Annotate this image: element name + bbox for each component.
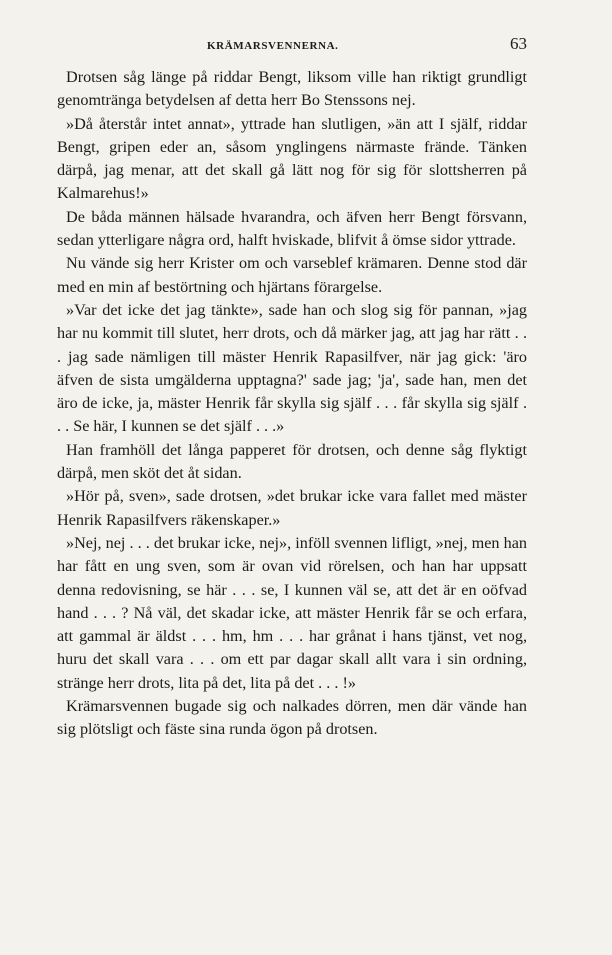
paragraph: De båda männen hälsade hvarandra, och äfven herr Bengt försvann, sedan ytterligare några ord, halft hviskade, blifvit å ömse sidor yttrade. [57,207,527,250]
paragraph: »Då återstår intet annat», yttrade han slutligen, »än att I själf, riddar Bengt, gripen eder an, såsom ynglingens närmaste frände. Tänken därpå, jag menar, att det skall gå lätt nog för sig för slottsherren på Kalmarehus!» [57,114,527,203]
running-title: KRÄMARSVENNERNA. [207,40,339,52]
paragraph: Drotsen såg länge på riddar Bengt, liksom ville han riktigt grundligt genomtränga betydelsen af detta herr Bo Stenssons nej. [57,68,527,110]
paragraph: »Var det icke det jag tänkte», sade han och slog sig för pannan, »jag har nu kommit till slutet, herr drots, och då märker jag, att jag har rätt . . . jag sade nämligen till mäster Henrik Rapasilfver, när jag gick: 'äro äfven de sista umgälderna upptagna?' sade jag; 'ja', sade han, men det äro de icke, ja, mäster Henrik får skylla sig själf . . . får skylla sig själf . . . Se här, I kunnen se det själf . . .» [57,300,527,436]
running-head [57,34,527,58]
paragraph: »Hör på, sven», sade drotsen, »det brukar icke vara fallet med mäster Henrik Rapasilfvers räkenskaper.» [57,487,527,529]
paragraph: »Nej, nej . . . det brukar icke, nej», inföll svennen lifligt, »nej, men han har fått en ung sven, som är ovan vid rörelsen, och han har uppsatt denna redovisning, se här . . . se, I kunnen väl se, att det är en oöfvad hand . . . ? Nå väl, det skadar icke, att mäster Henrik får se och erfara, att gammal är äldst . . . hm, hm . . . har grånat i hans tjänst, vet nog, huru det skall vara . . . om ett par dagar skall allt vara i sin ordning, stränge herr drots, lita på det, lita på det . . . !» [57,533,527,692]
page-number: 63 [510,34,527,53]
body-text [57,66,527,742]
paragraph: Nu vände sig herr Krister om och varseblef krämaren. Denne stod där med en min af bestörtning och hjärtans förargelse. [57,254,527,296]
paragraph: Han framhöll det långa papperet för drotsen, och denne såg flyktigt därpå, men sköt det åt sidan. [57,440,527,483]
paragraph: Krämarsvennen bugade sig och nalkades dörren, men där vände han sig plötsligt och fäste sina runda ögon på drotsen. [57,697,527,739]
